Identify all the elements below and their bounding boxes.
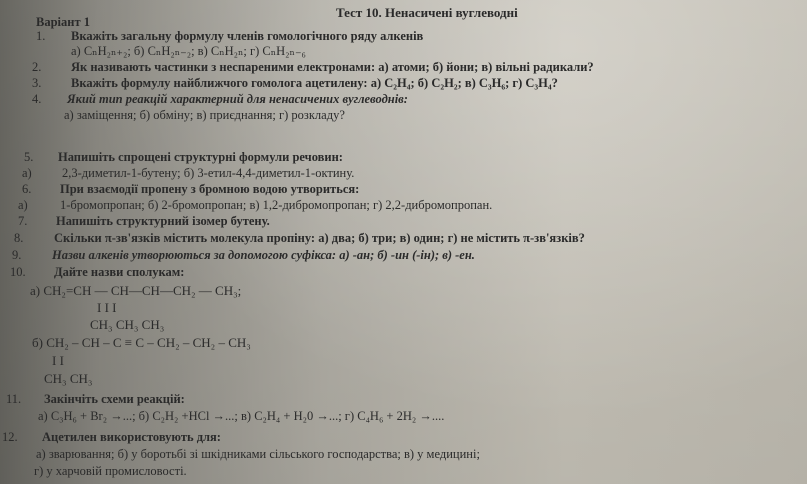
q10-b-substituents: CH₃ CH₃: [44, 371, 93, 386]
q10-a-substituents: CH₃ CH₃ CH₃: [90, 317, 165, 332]
q1-question: Вкажіть загальну формулу членів гомологічного ряду алкенів: [71, 29, 424, 43]
q7-number: 7.: [18, 214, 28, 228]
q1-options: а) CₙH₂ₙ₊₂; б) CₙH₂ₙ₋₂; в) CₙH₂ₙ; г) CₙH₂ₙ₋₆: [71, 44, 306, 58]
test-title: Тест 10. Ненасичені вуглеводні: [336, 5, 518, 20]
q5-a-label: а): [22, 166, 32, 180]
q11-number: 11.: [6, 392, 22, 406]
q10-number: 10.: [10, 265, 26, 279]
q4-question: Який тип реакцій характерний для ненасичених вуглеводнів:: [67, 92, 408, 106]
q5-number: 5.: [24, 150, 34, 164]
q6-question: При взаємодії пропену з бромною водою утвориться:: [60, 182, 360, 196]
q11-options: а) C₃H₆ + Br₂ →...; б) C₂H₂ +HCl →...; в) C₂H₄ + H₂0 →...; г) C₄H₆ + 2H₂ →....: [38, 409, 445, 423]
q12-options-line2: г) у харчовій промисловості.: [34, 464, 187, 478]
q9-question: Назви алкенів утворюються за допомогою суфікса: а) -ан; б) -ин (-ін); в) -ен.: [52, 248, 475, 262]
q3-question: Вкажіть формулу найближчого гомолога ацетилену: а) C₂H₄; б) C₂H₂; в) C₃H₆; г) C₃H₄?: [71, 76, 558, 90]
q6-number: 6.: [22, 182, 32, 196]
q7-question: Напишіть структурний ізомер бутену.: [56, 214, 270, 228]
variant-heading: Варіант 1: [36, 15, 90, 29]
q4-number: 4.: [32, 92, 42, 106]
q4-options: а) заміщення; б) обміну; в) приєднання; г) розкладу?: [64, 108, 345, 122]
q5-question: Напишіть спрощені структурні формули речовин:: [58, 150, 343, 164]
q10-question: Дайте назви сполукам:: [54, 265, 185, 279]
q3-number: 3.: [32, 76, 42, 90]
q1-number: 1.: [36, 29, 46, 43]
q8-question: Скільки π-зв'язків містить молекула пропіну: а) два; б) три; в) один; г) не містить π-зв'язків?: [54, 231, 585, 245]
q2-number: 2.: [32, 60, 42, 74]
q10-b-formula: б) CH₂ – CH – C ≡ C – CH₂ – CH₂ – CH₃: [32, 335, 251, 350]
q10-a-formula: а) CH₂=CH — CH—CH—CH₂ — CH₃;: [30, 283, 242, 298]
q9-number: 9.: [12, 248, 22, 262]
q12-number: 12.: [2, 430, 18, 444]
q2-question: Як називають частинки з неспареними електронами: а) атоми; б) йони; в) вільні радикали?: [71, 60, 594, 74]
q5-options: 2,3-диметил-1-бутену; б) 3-етил-4,4-диметил-1-октину.: [62, 166, 355, 180]
q10-b-bonds: I I: [52, 353, 64, 368]
q8-number: 8.: [14, 231, 24, 245]
q6-a-label: а): [18, 198, 28, 212]
q6-options: 1-бромопропан; б) 2-бромопропан; в) 1,2-дибромопропан; г) 2,2-дибромопропан.: [60, 198, 493, 212]
q12-options-line1: а) зварювання; б) у боротьбі зі шкідниками сільського господарства; в) у медицині;: [36, 447, 480, 461]
q11-question: Закінчіть схеми реакцій:: [44, 392, 185, 406]
q12-question: Ацетилен використовують для:: [42, 430, 221, 444]
q10-a-bonds: I I I: [97, 300, 117, 315]
